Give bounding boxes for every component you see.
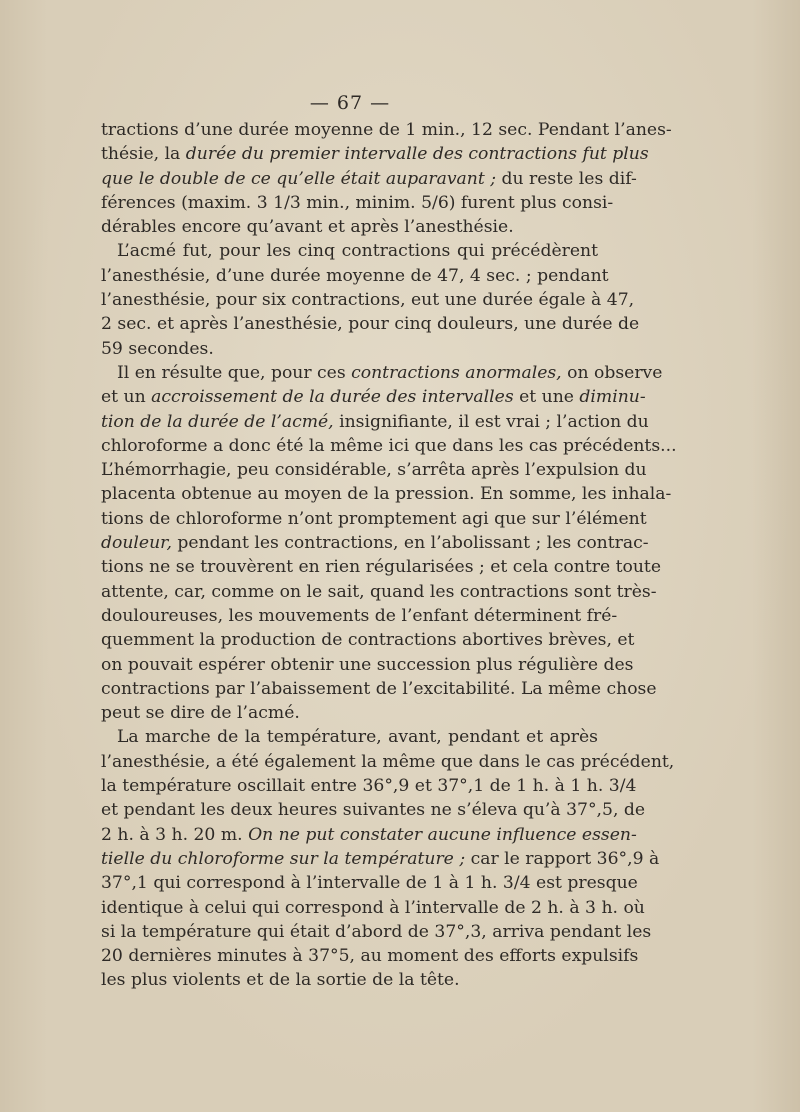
text-run: on pouvait espérer obtenir une succession plus régulière des — [101, 654, 634, 675]
italic-run: diminu- — [579, 387, 646, 408]
text-run: 20 dernières minutes à 37°5, au moment des efforts expulsifs — [101, 946, 639, 967]
text-run: La marche de la température, avant, pendant et après — [117, 727, 598, 748]
text-line — [101, 312, 640, 336]
text-run: on observe — [561, 362, 663, 383]
text-run: 2 sec. et après l’anesthésie, pour cinq douleurs, une durée de — [101, 314, 640, 335]
text-run: quemment la production de contractions abortives brèves, et — [101, 630, 635, 651]
text-run: 2 h. à 3 h. 20 m. — [101, 824, 249, 845]
text-line — [101, 847, 660, 871]
text-line — [101, 142, 649, 166]
text-run: l’anesthésie, pour six contractions, eut une durée égale à 47, — [101, 290, 635, 311]
italic-run: tielle du chloroforme sur la température ; — [101, 848, 466, 869]
text-run: et une — [513, 387, 580, 408]
text-run: peut se dire de l’acmé. — [101, 703, 300, 724]
body-text — [101, 118, 677, 993]
text-line — [101, 653, 634, 677]
text-run: férences (maxim. 3 1/3 min., minim. 5/6) furent plus consi- — [101, 192, 614, 213]
text-run: 59 secondes. — [101, 338, 214, 359]
text-run: dérables encore qu’avant et après l’anesthésie. — [101, 217, 514, 238]
text-line — [101, 264, 609, 288]
text-line — [101, 944, 639, 968]
text-line — [101, 337, 598, 361]
italic-run: contractions anormales, — [351, 362, 562, 383]
text-run: la température oscillait entre 36°,9 et 37°,1 de 1 h. à 1 h. 3/4 — [101, 776, 637, 797]
text-line — [101, 580, 657, 604]
page-number: — 67 — — [309, 92, 391, 114]
text-run: douloureuses, les mouvements de l’enfant déterminent fré- — [101, 605, 618, 626]
text-run: L’acmé fut, pour les cinq contractions qui précédèrent — [117, 241, 598, 262]
text-line — [101, 798, 646, 822]
text-run: pendant les contractions, en l’abolissant ; les contrac- — [171, 533, 649, 554]
text-run: insignifiante, il est vrai ; l’action du — [333, 411, 649, 432]
text-line — [101, 215, 598, 239]
italic-run: tion de la durée de l’acmé, — [101, 411, 334, 432]
text-line — [101, 920, 652, 944]
italic-run: que le double de ce qu’elle était auparavant ; — [101, 168, 497, 189]
text-line — [101, 968, 598, 992]
text-run: identique à celui qui correspond à l’intervalle de 2 h. à 3 h. où — [101, 897, 645, 918]
text-line — [101, 774, 637, 798]
text-run: contractions par l’abaissement de l’excitabilité. La même chose — [101, 678, 657, 699]
text-line — [101, 628, 635, 652]
text-line — [101, 677, 657, 701]
italic-run: On ne put constater aucune influence essen- — [248, 824, 637, 845]
text-line — [101, 896, 645, 920]
text-run: 37°,1 qui correspond à l’intervalle de 1 à 1 h. 3/4 est presque — [101, 873, 638, 894]
text-run: car le rapport 36°,9 à — [465, 848, 660, 869]
text-run: thésie, la — [101, 144, 186, 165]
text-line — [101, 701, 598, 725]
italic-run: accroissement de la durée des intervalles — [151, 387, 514, 408]
text-line — [101, 288, 635, 312]
text-run: et un — [101, 387, 152, 408]
text-line — [101, 531, 649, 555]
text-line — [101, 191, 614, 215]
text-line — [101, 725, 598, 749]
text-line — [101, 385, 646, 409]
text-run: l’anesthésie, a été également la même que dans le cas précédent, — [101, 751, 675, 772]
text-run: attente, car, comme on le sait, quand les contractions sont très- — [101, 581, 657, 602]
text-run: placenta obtenue au moyen de la pression. En somme, les inhala- — [101, 484, 672, 505]
text-run: et pendant les deux heures suivantes ne s’éleva qu’à 37°,5, de — [101, 800, 646, 821]
text-run: Il en résulte que, pour ces — [117, 362, 352, 383]
text-line — [101, 871, 638, 895]
text-run: tions ne se trouvèrent en rien régularisées ; et cela contre toute — [101, 557, 662, 578]
text-run: chloroforme a donc été la même ici que dans les cas précédents... — [101, 435, 677, 456]
text-line — [101, 555, 662, 579]
text-run: L’hémorrhagie, peu considérable, s’arrêta après l’expulsion du — [101, 460, 647, 481]
text-line — [101, 750, 675, 774]
text-line — [101, 239, 598, 263]
text-line — [101, 434, 677, 458]
text-line — [101, 507, 647, 531]
text-line — [101, 167, 637, 191]
text-run: les plus violents et de la sortie de la tête. — [101, 970, 460, 991]
text-run: si la température qui était d’abord de 37°,3, arriva pendant les — [101, 921, 652, 942]
italic-run: durée du premier intervalle des contractions fut plus — [185, 144, 649, 165]
text-line — [101, 604, 618, 628]
text-run: l’anesthésie, d’une durée moyenne de 47, 4 sec. ; pendant — [101, 265, 609, 286]
text-run: tractions d’une durée moyenne de 1 min., 12 sec. Pendant l’anes- — [101, 120, 672, 140]
text-run: tions de chloroforme n’ont promptement agi que sur l’élément — [101, 508, 647, 529]
text-run: du reste les dif- — [496, 168, 637, 189]
italic-run: douleur, — [101, 533, 172, 554]
text-line — [101, 482, 672, 506]
text-line — [101, 823, 637, 847]
text-line — [101, 361, 663, 385]
text-line — [101, 118, 672, 142]
text-line — [101, 410, 649, 434]
text-line — [101, 458, 647, 482]
